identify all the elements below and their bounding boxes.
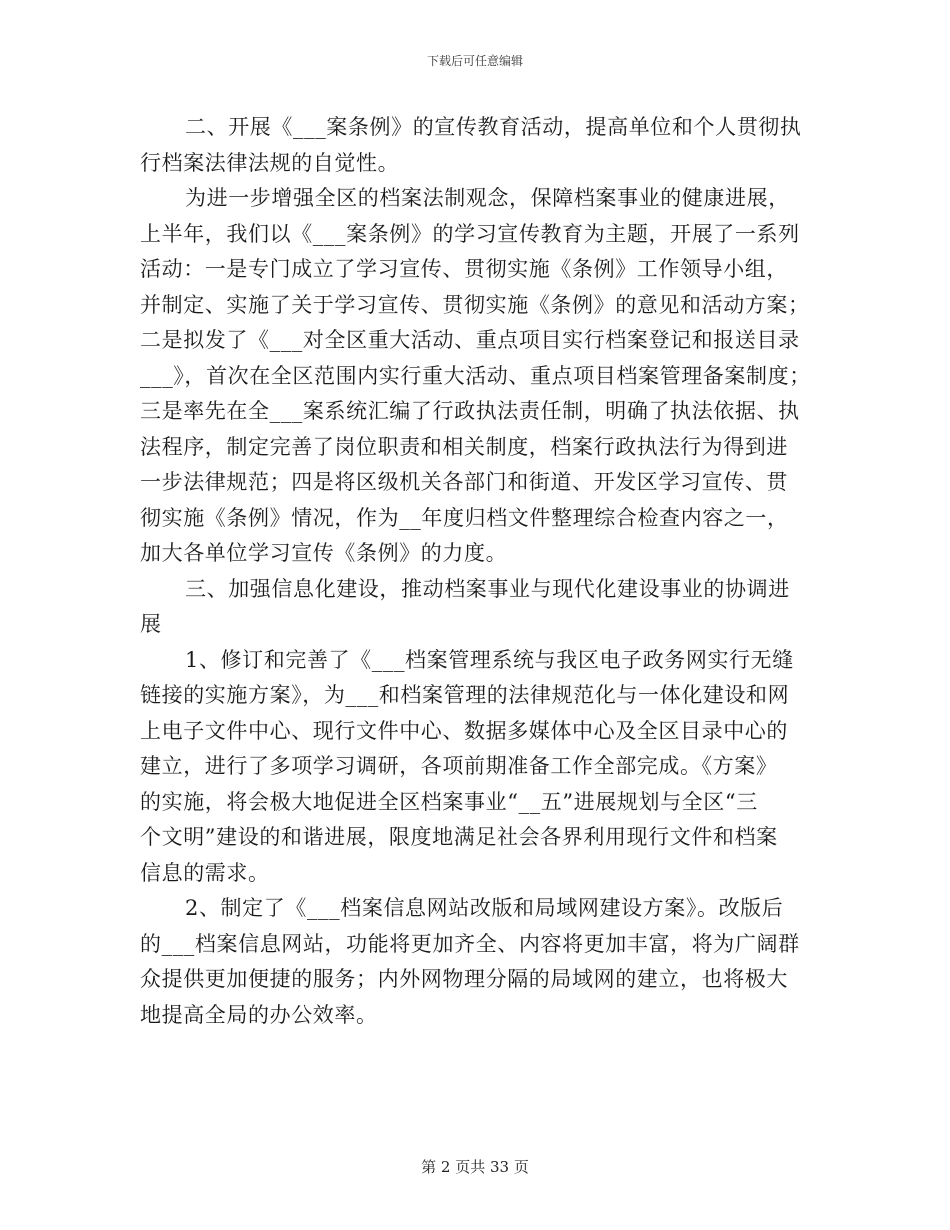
text-line: 二是拟发了《___对全区重大活动、重点项目实行档案登记和报送目录 (140, 328, 800, 352)
text-line: 展 (140, 612, 162, 636)
text-line: 的___档案信息网站，功能将更加齐全、内容将更加丰富，将为广阔群 (140, 931, 800, 956)
text-line: 建立，进行了多项学习调研，各项前期准备工作全部完成。《方案》 (140, 754, 778, 778)
text-line: 加大各单位学习宣传《条例》的力度。 (140, 541, 508, 565)
text-line: 个文明”建设的和谐进展，限度地满足社会各界利用现行文件和档案 (140, 825, 778, 849)
text-line: 三是率先在全___案系统汇编了行政执法责任制，明确了执法依据、执 (140, 399, 800, 423)
paragraph (140, 181, 820, 572)
text-line: 活动：一是专门成立了学习宣传、贯彻实施《条例》工作领导小组， (140, 257, 788, 281)
text-line: 2、制定了《___档案信息网站改版和局域网建设方案》。改版后 (185, 896, 784, 920)
document-body (140, 110, 820, 1033)
text-line: 二、开展《___案条例》的宣传教育活动，提高单位和个人贯彻执 (185, 115, 802, 139)
text-line: 链接的实施方案》，为___和档案管理的法律规范化与一体化建设和网 (140, 683, 790, 707)
paragraph (140, 891, 820, 1033)
page-footer: 第 2 页共 33 页 (421, 1158, 529, 1176)
text-line: 一步法律规范；四是将区级机关各部门和街道、开发区学习宣传、贯 (140, 470, 788, 494)
paragraph (140, 572, 820, 643)
text-line: 上半年，我们以《___案条例》的学习宣传教育为主题，开展了一系列 (140, 221, 800, 246)
text-line: 彻实施《条例》情况，作为__年度归档文件整理综合检查内容之一， (140, 505, 789, 530)
paragraph (140, 110, 820, 181)
text-line: ___》，首次在全区范围内实行重大活动、重点项目档案管理备案制度； (140, 363, 811, 388)
text-line: 1、修订和完善了《___档案管理系统与我区电子政务网实行无缝 (185, 647, 794, 672)
text-line: 众提供更加便捷的服务；内外网物理分隔的局域网的建立，也将极大 (140, 967, 788, 991)
text-line: 为进一步增强全区的档案法制观念，保障档案事业的健康进展， (185, 186, 790, 210)
text-line: 上电子文件中心、现行文件中心、数据多媒体中心及全区目录中心的 (140, 718, 788, 743)
text-line: 的实施，将会极大地促进全区档案事业“__五”进展规划与全区“三 (140, 789, 758, 814)
text-line: 三、加强信息化建设，推动档案事业与现代化建设事业的协调进 (185, 576, 790, 601)
text-line: 法程序，制定完善了岗位职责和相关制度，档案行政执法行为得到进 (140, 434, 788, 459)
page-header: 下载后可任意编辑 (426, 54, 523, 68)
text-line: 并制定、实施了关于学习宣传、贯彻实施《条例》的意见和活动方案； (140, 292, 810, 317)
text-line: 行档案法律法规的自觉性。 (140, 150, 400, 175)
text-line: 地提高全局的办公效率。 (140, 1002, 378, 1027)
text-line: 信息的需求。 (140, 860, 270, 885)
paragraph (140, 643, 820, 892)
